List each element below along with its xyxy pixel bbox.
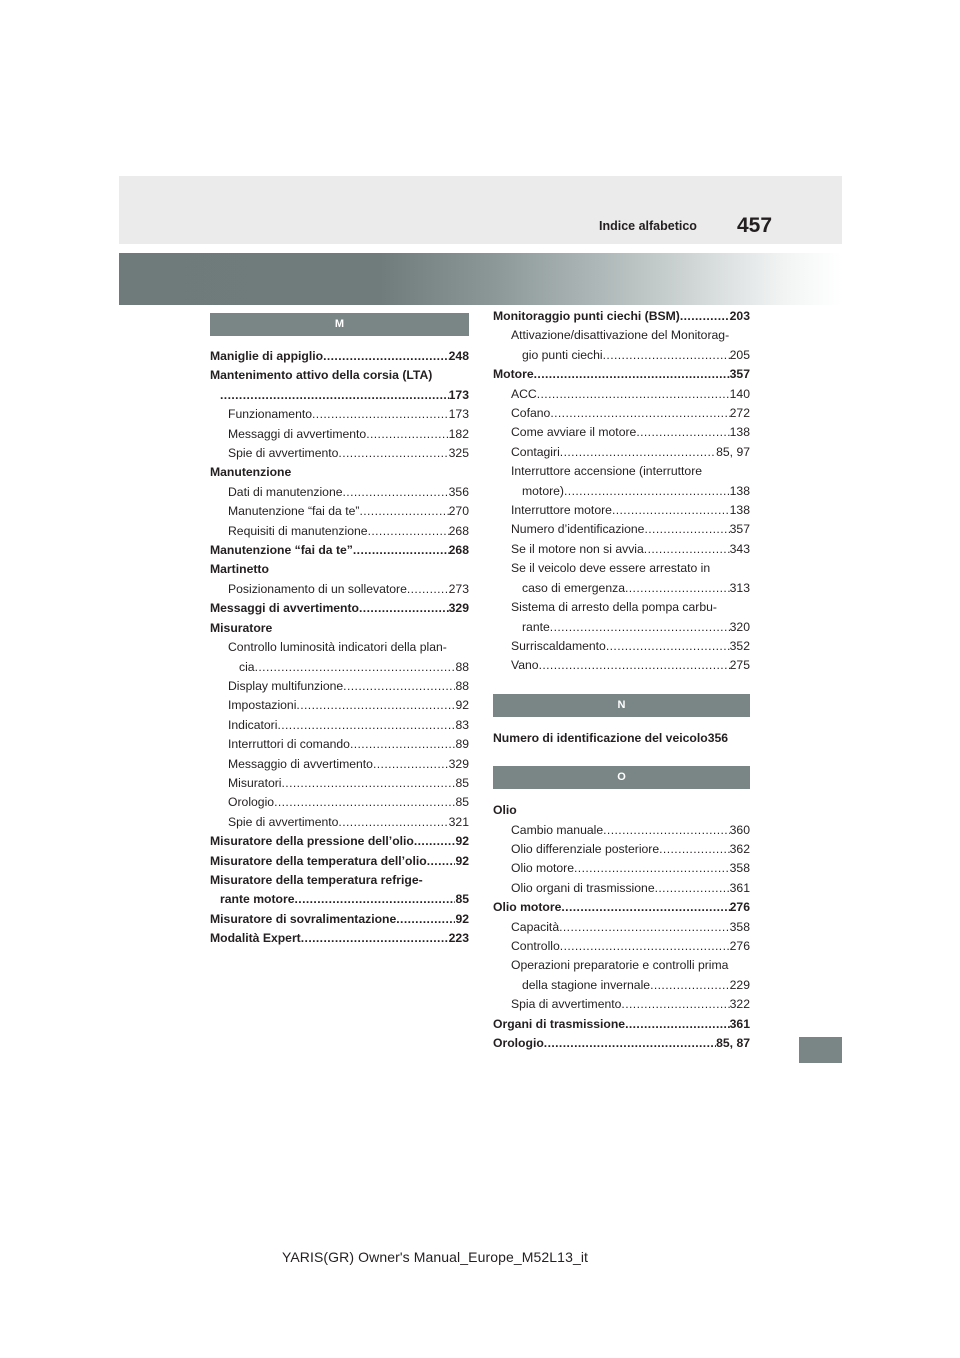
entry-text: gio punti ciechi	[522, 347, 603, 362]
leader-dots	[644, 540, 730, 559]
leader-dots	[414, 832, 456, 851]
leader-dots	[366, 425, 448, 444]
leader-dots	[359, 599, 449, 618]
entry-text: Interruttore motore	[511, 503, 612, 518]
index-entry	[210, 774, 469, 793]
leader-dots	[625, 579, 730, 598]
leader-dots	[396, 910, 455, 929]
leader-dots	[680, 307, 730, 326]
entry-text: Numero di identificazione del veicolo	[493, 730, 708, 745]
index-entry	[493, 937, 750, 956]
entry-page: 272	[729, 406, 750, 421]
entry-text: Se il motore non si avvia	[511, 541, 644, 556]
index-entry	[210, 502, 469, 521]
index-entry	[210, 347, 469, 366]
entry-page: 173	[448, 407, 469, 422]
entry-page: 89	[455, 737, 469, 752]
leader-dots	[560, 443, 716, 462]
index-entry	[210, 696, 469, 715]
leader-dots	[338, 813, 448, 832]
entry-page: 273	[448, 581, 469, 596]
entry-page: 358	[729, 861, 750, 876]
index-entry	[210, 929, 469, 948]
entry-text: Controllo	[511, 938, 560, 953]
index-entry	[493, 879, 750, 898]
entry-text: rante	[522, 619, 550, 634]
entry-page: 275	[729, 658, 750, 673]
index-entry	[493, 520, 750, 539]
entry-text: Cofano	[511, 406, 551, 421]
index-entry	[493, 365, 750, 384]
leader-dots	[277, 716, 455, 735]
decorative-gradient-band	[119, 253, 842, 305]
index-entry	[493, 821, 750, 840]
page-number: 457	[737, 214, 773, 237]
index-heading: Olio	[493, 803, 517, 818]
index-entry	[210, 716, 469, 735]
index-entry	[493, 976, 750, 995]
leader-dots	[644, 520, 729, 539]
leader-dots	[539, 656, 730, 675]
leader-dots	[255, 658, 456, 677]
index-entry	[493, 656, 750, 675]
entry-page: 356	[448, 484, 469, 499]
index-entry	[210, 541, 469, 560]
leader-dots	[274, 793, 455, 812]
entry-text: Cambio manuale	[511, 822, 604, 837]
index-entry	[493, 404, 750, 423]
entry-page: 85	[455, 775, 469, 790]
index-entry	[493, 618, 750, 637]
index-heading: Operazioni preparatorie e controlli prima	[511, 958, 729, 973]
letter-bar-n: N	[493, 694, 750, 717]
leader-dots	[373, 755, 449, 774]
leader-dots	[220, 386, 449, 405]
leader-dots	[559, 918, 730, 937]
index-heading: Attivazione/disattivazione del Monitorag-	[511, 328, 730, 343]
entry-text: Olio motore	[511, 861, 574, 876]
entry-page: 85, 87	[716, 1036, 750, 1050]
index-heading: Interruttore accensione (interruttore	[511, 464, 703, 479]
leader-dots	[350, 735, 456, 754]
index-entry	[493, 840, 750, 859]
entry-page: 138	[729, 503, 750, 518]
index-entry	[493, 579, 750, 598]
entry-page: 329	[448, 756, 469, 771]
index-entry	[210, 890, 469, 909]
entry-page: 321	[448, 814, 469, 829]
leader-dots	[621, 995, 729, 1014]
leader-dots	[625, 1015, 730, 1034]
index-entry	[493, 443, 750, 462]
footer-text: YARIS(GR) Owner's Manual_Europe_M52L13_it	[281, 1249, 589, 1265]
entry-text: Orologio	[493, 1036, 544, 1050]
leader-dots	[343, 483, 449, 502]
entry-page: 268	[448, 523, 469, 538]
leader-dots	[368, 522, 449, 541]
entry-page: 357	[729, 522, 750, 537]
leader-dots	[338, 444, 448, 463]
entry-text: Numero d’identificazione	[511, 522, 645, 537]
entry-page: 362	[729, 841, 750, 856]
index-entry	[493, 482, 750, 501]
leader-dots	[427, 852, 456, 871]
entry-text: della stagione invernale	[522, 977, 651, 992]
entry-text: Motore	[493, 367, 534, 382]
leader-dots	[282, 774, 456, 793]
index-entry	[210, 522, 469, 541]
index-entry	[210, 735, 469, 754]
entry-text: Misuratore di sovralimentazione	[210, 911, 397, 926]
index-entry	[493, 423, 750, 442]
leader-dots	[537, 385, 730, 404]
entry-page: 182	[448, 426, 469, 441]
index-entry	[210, 755, 469, 774]
index-entry	[210, 813, 469, 832]
entry-text: motore)	[522, 483, 564, 498]
entry-text: Dati di manutenzione	[228, 484, 343, 499]
leader-dots	[603, 821, 730, 840]
leader-dots	[603, 346, 730, 365]
index-entry	[210, 910, 469, 929]
entry-text: Capacità	[511, 919, 560, 934]
entry-page: 320	[729, 619, 750, 634]
leader-dots	[295, 890, 456, 909]
leader-dots	[650, 976, 730, 995]
entry-text: Manutenzione “fai da te”	[228, 504, 360, 519]
entry-page: 356	[707, 730, 729, 745]
entry-page: 360	[729, 822, 750, 837]
letter-bar-m: M	[210, 313, 469, 336]
leader-dots	[407, 580, 449, 599]
index-entry	[493, 501, 750, 520]
entry-text: Manutenzione “fai da te”	[210, 543, 353, 558]
entry-page: 322	[729, 997, 750, 1012]
entry-text: Misuratore della temperatura dell’olio	[210, 853, 427, 868]
entry-page: 203	[729, 309, 750, 323]
entry-page: 92	[455, 834, 469, 849]
leader-dots	[560, 937, 730, 956]
index-heading: Se il veicolo deve essere arrestato in	[511, 561, 711, 576]
leader-dots	[323, 347, 449, 366]
entry-text: cia	[239, 659, 255, 674]
entry-text: Olio differenziale posteriore	[511, 841, 660, 856]
index-entry	[493, 859, 750, 878]
index-entry	[210, 793, 469, 812]
index-entry	[493, 898, 750, 917]
entry-page: 268	[448, 543, 469, 558]
leader-dots	[343, 677, 455, 696]
index-entry	[493, 385, 750, 404]
entry-text: Misuratori	[228, 775, 282, 790]
entry-text: Interruttori di comando	[228, 737, 350, 752]
entry-text: Surriscaldamento	[511, 638, 606, 653]
entry-page: 358	[729, 919, 750, 934]
index-entry	[493, 729, 750, 748]
entry-page: 205	[729, 347, 750, 362]
entry-page: 276	[729, 938, 750, 953]
entry-text: Modalità Expert	[210, 931, 301, 946]
index-entry	[210, 425, 469, 444]
index-heading: Misuratore della temperatura refrige-	[210, 872, 423, 887]
entry-page: 92	[455, 911, 469, 926]
entry-page: 343	[729, 541, 750, 556]
entry-page: 270	[448, 504, 469, 519]
entry-text: Impostazioni	[228, 698, 297, 713]
leader-dots	[612, 501, 730, 520]
leader-dots	[574, 859, 730, 878]
entry-page: 223	[448, 931, 469, 946]
entry-page: 313	[729, 580, 750, 595]
header-band	[119, 176, 842, 244]
entry-text: Come avviare il motore	[511, 425, 637, 440]
entry-text: Messaggi di avvertimento	[210, 601, 360, 616]
index-entry	[210, 852, 469, 871]
entry-text: Messaggio di avvertimento	[228, 756, 373, 771]
entry-page: 140	[729, 386, 750, 401]
entry-text: Spie di avvertimento	[228, 446, 339, 461]
entry-text: rante motore	[220, 892, 295, 907]
entry-text: Funzionamento	[228, 407, 313, 422]
index-entry	[210, 444, 469, 463]
footer	[0, 1249, 960, 1265]
entry-page: 83	[455, 717, 469, 732]
index-entry	[210, 483, 469, 502]
entry-page: 138	[729, 483, 750, 498]
entry-page: 329	[448, 601, 469, 616]
index-entry	[210, 599, 469, 618]
leader-dots	[353, 541, 449, 560]
index-heading: Controllo luminosità indicatori della plan-	[228, 640, 447, 655]
entry-page: 361	[729, 880, 750, 895]
index-entry	[493, 918, 750, 937]
entry-page: 352	[729, 638, 750, 653]
index-entry	[493, 1034, 750, 1053]
entry-page: 85	[455, 892, 469, 907]
section-title: Indice alfabetico	[599, 219, 697, 233]
entry-page: 276	[729, 900, 750, 915]
leader-dots	[296, 696, 455, 715]
index-heading: Martinetto	[210, 562, 269, 577]
entry-page: 138	[729, 425, 750, 440]
index-heading: Misuratore	[210, 620, 273, 635]
leader-dots	[359, 502, 448, 521]
entry-page: 173	[448, 387, 469, 402]
leader-dots	[550, 618, 730, 637]
entry-page: 92	[455, 698, 469, 713]
leader-dots	[301, 929, 449, 948]
entry-text: Display multifunzione	[228, 678, 344, 693]
entry-text: Spia di avvertimento	[511, 997, 622, 1012]
leader-dots	[561, 898, 729, 917]
index-column-left	[210, 313, 469, 949]
entry-text: Organi di trasmissione	[493, 1016, 626, 1031]
entry-page: 92	[455, 853, 469, 868]
letter-bar-o: O	[493, 766, 750, 789]
index-heading: Manutenzione	[210, 465, 292, 480]
index-entry	[493, 540, 750, 559]
index-heading: Sistema di arresto della pompa carbu-	[511, 600, 717, 615]
entry-page: 88	[455, 678, 469, 693]
entry-text: Indicatori	[228, 717, 278, 732]
index-entry	[493, 995, 750, 1014]
entry-text: Olio motore	[493, 900, 562, 915]
entry-page: 325	[448, 446, 469, 461]
entry-page: 85, 97	[716, 444, 750, 459]
entry-text: Requisiti di manutenzione	[228, 523, 368, 538]
entry-text: Vano	[511, 658, 539, 673]
entry-page: 88	[455, 659, 469, 674]
entry-page: 248	[448, 349, 469, 363]
entry-page: 361	[729, 1016, 750, 1031]
entry-text: Maniglie di appiglio	[210, 349, 324, 363]
index-entry	[493, 1015, 750, 1034]
leader-dots	[655, 879, 730, 898]
leader-dots	[636, 423, 729, 442]
entry-text: Misuratore della pressione dell’olio	[210, 834, 414, 849]
index-entry	[210, 386, 469, 405]
leader-dots	[659, 840, 730, 859]
entry-text: Olio organi di trasmissione	[511, 880, 655, 895]
entry-text: Orologio	[228, 795, 275, 810]
entry-text: caso di emergenza	[522, 580, 625, 595]
leader-dots	[606, 637, 730, 656]
entry-text: ACC	[511, 386, 537, 401]
leader-dots	[550, 404, 729, 423]
entry-text: Spie di avvertimento	[228, 814, 339, 829]
entry-page: 357	[729, 367, 750, 382]
leader-dots	[564, 482, 730, 501]
entry-text: Messaggi di avvertimento	[228, 426, 367, 441]
index-entry	[493, 637, 750, 656]
index-heading: Mantenimento attivo della corsia (LTA)	[210, 368, 433, 383]
index-column-right	[493, 307, 750, 1053]
leader-dots	[312, 405, 449, 424]
index-entry	[210, 658, 469, 677]
index-entry	[210, 677, 469, 696]
entry-page: 229	[729, 977, 750, 992]
thumb-index-tab	[799, 1037, 842, 1063]
entry-page: 85	[455, 795, 469, 810]
entry-text: Monitoraggio punti ciechi (BSM)	[493, 309, 680, 323]
index-entry	[493, 307, 750, 326]
leader-dots	[544, 1034, 716, 1053]
index-entry	[210, 405, 469, 424]
entry-text: Contagiri	[511, 444, 560, 459]
entry-text: Posizionamento di un sollevatore	[228, 581, 407, 596]
index-entry	[493, 346, 750, 365]
index-entry	[210, 832, 469, 851]
index-entry	[210, 580, 469, 599]
leader-dots	[534, 365, 730, 384]
